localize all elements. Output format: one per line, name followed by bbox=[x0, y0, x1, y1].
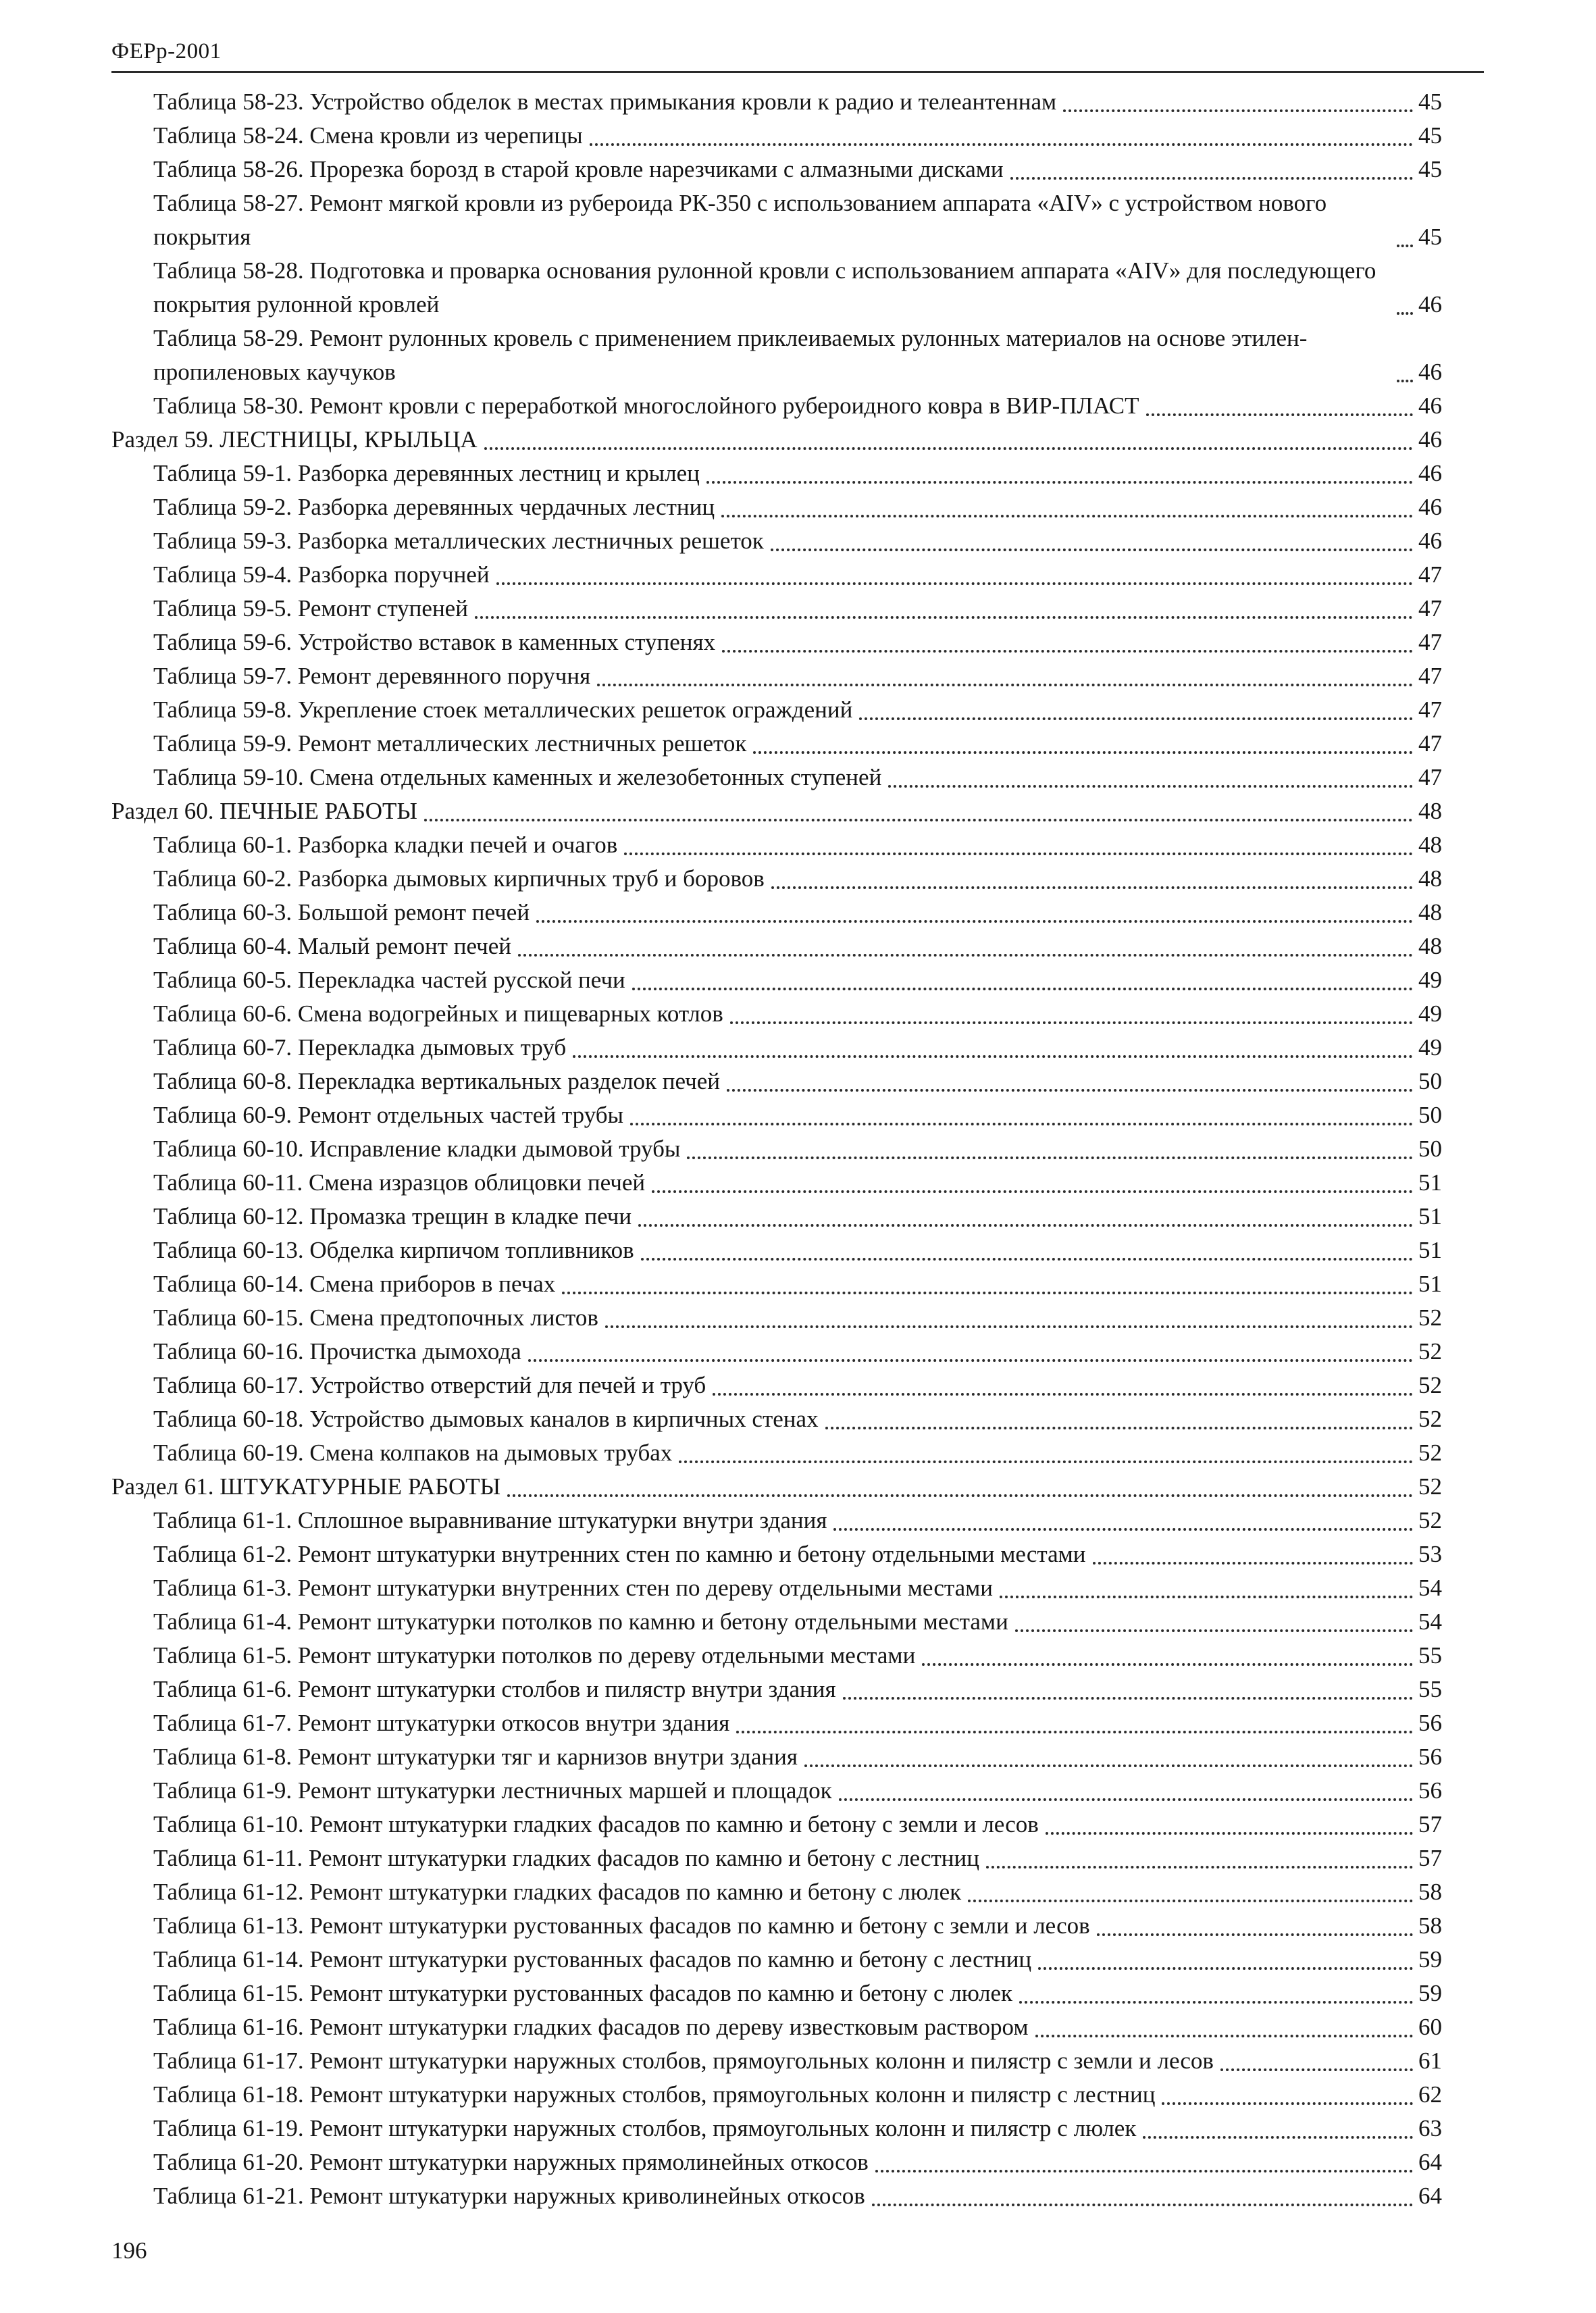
toc-entry-page: 49 bbox=[1418, 967, 1442, 993]
dot-leader bbox=[804, 1764, 1413, 1767]
toc-entry-text: Раздел 59. ЛЕСТНИЦЫ, КРЫЛЬЦА bbox=[111, 426, 478, 453]
toc-entry-page: 53 bbox=[1418, 1541, 1442, 1567]
toc-entry-text: Таблица 61-3. Ремонт штукатурки внутренних стен по дереву отдельными местами bbox=[153, 1575, 993, 1601]
toc-entry-text: Таблица 60-1. Разборка кладки печей и очагов bbox=[153, 832, 618, 858]
toc-entry bbox=[111, 119, 1442, 153]
toc-entry-text: Таблица 58-26. Прорезка борозд в старой кровле нарезчиками с алмазными дисками bbox=[153, 156, 1004, 182]
toc-entry-text: Таблица 61-21. Ремонт штукатурки наружных криволинейных откосов bbox=[153, 2183, 865, 2209]
toc-entry-text: Таблица 60-2. Разборка дымовых кирпичных труб и боровов bbox=[153, 865, 765, 892]
dot-leader bbox=[1093, 1562, 1413, 1565]
toc-entry bbox=[111, 1673, 1442, 1706]
toc-entry-page: 52 bbox=[1418, 1338, 1442, 1365]
dot-leader bbox=[496, 582, 1413, 585]
toc-entry-page: 48 bbox=[1418, 865, 1442, 892]
dot-leader bbox=[1063, 109, 1413, 112]
toc-entry-text: Таблица 59-8. Укрепление стоек металлических решеток ограждений bbox=[153, 696, 853, 723]
dot-leader bbox=[562, 1292, 1413, 1294]
toc-entry-text: Таблица 59-2. Разборка деревянных чердачных лестниц bbox=[153, 494, 715, 520]
toc-entry bbox=[111, 930, 1442, 963]
dot-leader bbox=[590, 143, 1413, 146]
toc-entry-text: Таблица 59-10. Смена отдельных каменных и железобетонных ступеней bbox=[153, 764, 882, 790]
toc-entry-page: 50 bbox=[1418, 1102, 1442, 1128]
dot-leader bbox=[922, 1663, 1413, 1666]
dot-leader bbox=[536, 920, 1413, 923]
toc-entry bbox=[111, 1977, 1442, 2010]
toc-entry-text: Таблица 60-9. Ремонт отдельных частей трубы bbox=[153, 1102, 624, 1128]
toc-entry-page: 52 bbox=[1418, 1304, 1442, 1331]
toc-entry bbox=[111, 389, 1442, 423]
toc-entry-text: Таблица 59-1. Разборка деревянных лестниц и крылец bbox=[153, 460, 700, 486]
dot-leader bbox=[687, 1156, 1413, 1159]
toc-entry bbox=[111, 1808, 1442, 1841]
toc-entry-text: Таблица 59-6. Устройство вставок в каменных ступенях bbox=[153, 629, 716, 655]
toc-entry bbox=[111, 626, 1442, 659]
toc-entry bbox=[111, 1943, 1442, 1977]
toc-entry bbox=[111, 85, 1442, 119]
toc-entry-text: Таблица 60-7. Перекладка дымовых труб bbox=[153, 1034, 567, 1061]
toc-entry-text: Таблица 61-15. Ремонт штукатурки рустованных фасадов по камню и бетону с люлек bbox=[153, 1980, 1013, 2006]
toc-entry-text: Таблица 60-14. Смена приборов в печах bbox=[153, 1271, 556, 1297]
toc-entry-text: Таблица 61-11. Ремонт штукатурки гладких фасадов по камню и бетону с лестниц bbox=[153, 1845, 980, 1871]
toc-entry-page: 50 bbox=[1418, 1136, 1442, 1162]
header-title: ФЕРр-2001 bbox=[111, 39, 1484, 73]
dot-leader bbox=[518, 954, 1413, 957]
toc-entry bbox=[111, 1065, 1442, 1098]
toc-entry-text: Таблица 60-3. Большой ремонт печей bbox=[153, 899, 530, 925]
toc-entry-text: Таблица 60-6. Смена водогрейных и пищеварных котлов bbox=[153, 1000, 723, 1027]
toc-entry-page: 48 bbox=[1418, 933, 1442, 959]
toc-entry bbox=[111, 828, 1442, 862]
toc-entry-page: 51 bbox=[1418, 1203, 1442, 1229]
dot-leader bbox=[771, 549, 1413, 551]
toc-entry-text: Таблица 58-29. Ремонт рулонных кровель с применением приклеиваемых рулонных материалов на основе этилен-пропиленовых каучуков bbox=[153, 325, 1308, 385]
dot-leader bbox=[679, 1460, 1413, 1463]
toc-entry-page: 54 bbox=[1418, 1608, 1442, 1635]
toc-entry-text: Таблица 61-20. Ремонт штукатурки наружных прямолинейных откосов bbox=[153, 2149, 869, 2175]
toc-entry-page: 46 bbox=[1418, 460, 1442, 486]
dot-leader bbox=[1146, 413, 1413, 416]
dot-leader bbox=[1397, 245, 1413, 247]
dot-leader bbox=[632, 988, 1413, 990]
dot-leader bbox=[475, 616, 1413, 619]
toc-entry bbox=[111, 997, 1442, 1031]
toc-entry bbox=[111, 490, 1442, 524]
toc-entry-text: Таблица 61-12. Ремонт штукатурки гладких фасадов по камню и бетону с люлек bbox=[153, 1879, 962, 1905]
toc-entry-page: 64 bbox=[1418, 2149, 1442, 2175]
toc-entry bbox=[111, 761, 1442, 794]
toc-entry-page: 47 bbox=[1418, 561, 1442, 588]
toc-entry-page: 45 bbox=[1418, 88, 1442, 115]
toc-entry bbox=[111, 322, 1442, 389]
toc-entry-text: Таблица 61-4. Ремонт штукатурки потолков по камню и бетону отдельными местами bbox=[153, 1608, 1008, 1635]
dot-leader bbox=[1046, 1832, 1413, 1835]
dot-leader bbox=[706, 481, 1413, 484]
toc-entry bbox=[111, 1639, 1442, 1673]
dot-leader bbox=[630, 1123, 1413, 1125]
toc-entry-page: 55 bbox=[1418, 1642, 1442, 1669]
toc-entry-page: 56 bbox=[1418, 1710, 1442, 1736]
toc-entry bbox=[111, 1740, 1442, 1774]
toc-entry-page: 64 bbox=[1418, 2183, 1442, 2209]
toc-entry-page: 52 bbox=[1418, 1440, 1442, 1466]
dot-leader bbox=[833, 1528, 1413, 1531]
toc-entry-page: 56 bbox=[1418, 1744, 1442, 1770]
toc-entry-page: 62 bbox=[1418, 2081, 1442, 2108]
toc-entry-text: Таблица 58-28. Подготовка и проварка основания рулонной кровли с использованием аппарата «AIV» для последующего покрытия рулонной кровлей bbox=[153, 257, 1376, 317]
toc-entry-text: Таблица 60-4. Малый ремонт печей bbox=[153, 933, 511, 959]
toc-list bbox=[111, 85, 1442, 2213]
toc-entry-page: 52 bbox=[1418, 1473, 1442, 1500]
toc-entry bbox=[111, 2145, 1442, 2179]
dot-leader bbox=[722, 650, 1413, 653]
toc-entry-text: Таблица 60-13. Обделка кирпичом топливников bbox=[153, 1237, 634, 1263]
toc-entry-text: Таблица 61-17. Ремонт штукатурки наружных столбов, прямоугольных колонн и пилястр с земли и лесов bbox=[153, 2048, 1214, 2074]
toc-entry-text: Таблица 60-19. Смена колпаков на дымовых трубах bbox=[153, 1440, 673, 1466]
toc-entry bbox=[111, 2044, 1442, 2078]
toc-entry bbox=[111, 558, 1442, 592]
dot-leader bbox=[641, 1258, 1413, 1261]
toc-entry bbox=[111, 1098, 1442, 1132]
dot-leader bbox=[597, 684, 1413, 686]
dot-leader bbox=[888, 785, 1413, 788]
toc-entry-text: Таблица 61-2. Ремонт штукатурки внутренних стен по камню и бетону отдельными местами bbox=[153, 1541, 1086, 1567]
toc-entry bbox=[111, 1267, 1442, 1301]
toc-entry bbox=[111, 1301, 1442, 1335]
toc-entry bbox=[111, 727, 1442, 761]
dot-leader bbox=[843, 1697, 1413, 1700]
dot-leader bbox=[753, 751, 1413, 754]
toc-entry-page: 49 bbox=[1418, 1000, 1442, 1027]
toc-entry-page: 47 bbox=[1418, 696, 1442, 723]
dot-leader bbox=[484, 447, 1413, 450]
toc-entry bbox=[111, 1504, 1442, 1537]
dot-leader bbox=[1143, 2136, 1413, 2139]
toc-entry-page: 59 bbox=[1418, 1946, 1442, 1973]
dot-leader bbox=[771, 886, 1413, 889]
toc-entry-page: 46 bbox=[1418, 426, 1442, 453]
dot-leader bbox=[1397, 312, 1413, 315]
toc-entry-text: Таблица 59-5. Ремонт ступеней bbox=[153, 595, 468, 621]
toc-entry bbox=[111, 1841, 1442, 1875]
toc-entry-text: Таблица 61-9. Ремонт штукатурки лестничных маршей и площадок bbox=[153, 1777, 832, 1804]
toc-entry bbox=[111, 524, 1442, 558]
toc-entry-text: Таблица 59-3. Разборка металлических лестничных решеток bbox=[153, 528, 764, 554]
dot-leader bbox=[986, 1866, 1413, 1869]
toc-entry-page: 60 bbox=[1418, 2014, 1442, 2040]
toc-entry bbox=[111, 1537, 1442, 1571]
toc-entry-page: 63 bbox=[1418, 2115, 1442, 2141]
toc-entry bbox=[111, 1132, 1442, 1166]
toc-entry-text: Таблица 58-30. Ремонт кровли с переработкой многослойного рубероидного ковра в ВИР-ПЛАСТ bbox=[153, 392, 1139, 419]
dot-leader bbox=[652, 1190, 1413, 1193]
dot-leader bbox=[1397, 380, 1413, 382]
toc-entry-text: Таблица 60-15. Смена предтопочных листов bbox=[153, 1304, 598, 1331]
toc-entry-page: 48 bbox=[1418, 832, 1442, 858]
toc-entry bbox=[111, 862, 1442, 896]
toc-entry-page: 52 bbox=[1418, 1507, 1442, 1533]
dot-leader bbox=[424, 819, 1413, 821]
toc-entry bbox=[111, 2179, 1442, 2213]
dot-leader bbox=[1000, 1596, 1413, 1598]
toc-entry-page: 47 bbox=[1418, 595, 1442, 621]
toc-entry bbox=[111, 1166, 1442, 1200]
toc-entry bbox=[111, 1369, 1442, 1402]
toc-entry bbox=[111, 1774, 1442, 1808]
toc-entry-page: 47 bbox=[1418, 764, 1442, 790]
dot-leader bbox=[1019, 2001, 1413, 2004]
dot-leader bbox=[872, 2204, 1413, 2206]
dot-leader bbox=[721, 515, 1413, 517]
toc-entry-text: Таблица 59-7. Ремонт деревянного поручня bbox=[153, 663, 591, 689]
toc-entry-page: 58 bbox=[1418, 1879, 1442, 1905]
toc-entry-page: 46 bbox=[1418, 392, 1442, 419]
toc-entry bbox=[111, 2078, 1442, 2112]
toc-entry-page: 49 bbox=[1418, 1034, 1442, 1061]
dot-leader bbox=[713, 1393, 1413, 1396]
toc-entry-page: 48 bbox=[1418, 899, 1442, 925]
dot-leader bbox=[1220, 2068, 1413, 2071]
toc-entry-page: 45 bbox=[1418, 156, 1442, 182]
dot-leader bbox=[605, 1325, 1413, 1328]
dot-leader bbox=[727, 1089, 1413, 1092]
dot-leader bbox=[875, 2170, 1413, 2172]
toc-entry-page: 46 bbox=[1418, 528, 1442, 554]
toc-entry-page: 55 bbox=[1418, 1676, 1442, 1702]
toc-entry bbox=[111, 423, 1442, 457]
toc-entry-text: Раздел 60. ПЕЧНЫЕ РАБОТЫ bbox=[111, 798, 417, 824]
toc-entry-text: Таблица 58-23. Устройство обделок в местах примыкания кровли к радио и телеантеннам bbox=[153, 88, 1057, 115]
toc-entry bbox=[111, 1909, 1442, 1943]
toc-entry-page: 58 bbox=[1418, 1912, 1442, 1939]
toc-entry bbox=[111, 693, 1442, 727]
dot-leader bbox=[1097, 1933, 1413, 1936]
toc-entry-page: 54 bbox=[1418, 1575, 1442, 1601]
toc-entry-text: Таблица 60-17. Устройство отверстий для печей и труб bbox=[153, 1372, 706, 1398]
toc-entry-text: Таблица 61-13. Ремонт штукатурки рустованных фасадов по камню и бетону с земли и лесов bbox=[153, 1912, 1090, 1939]
toc-entry bbox=[111, 794, 1442, 828]
toc-entry bbox=[111, 1605, 1442, 1639]
toc-entry bbox=[111, 1706, 1442, 1740]
toc-entry bbox=[111, 592, 1442, 626]
toc-entry-page: 51 bbox=[1418, 1271, 1442, 1297]
dot-leader bbox=[528, 1359, 1413, 1362]
toc-entry bbox=[111, 1200, 1442, 1234]
toc-entry bbox=[111, 254, 1442, 322]
toc-entry-text: Таблица 61-18. Ремонт штукатурки наружных столбов, прямоугольных колонн и пилястр с лестниц bbox=[153, 2081, 1156, 2108]
toc-entry bbox=[111, 1470, 1442, 1504]
toc-entry-page: 46 bbox=[1418, 494, 1442, 520]
toc-entry-text: Таблица 61-16. Ремонт штукатурки гладких фасадов по дереву известковым раствором bbox=[153, 2014, 1029, 2040]
footer-page-number: 196 bbox=[111, 2237, 147, 2264]
toc-entry-text: Таблица 60-8. Перекладка вертикальных разделок печей bbox=[153, 1068, 720, 1094]
toc-entry-text: Таблица 61-8. Ремонт штукатурки тяг и карнизов внутри здания bbox=[153, 1744, 798, 1770]
toc-entry-page: 50 bbox=[1418, 1068, 1442, 1094]
toc-entry-text: Таблица 61-5. Ремонт штукатурки потолков по дереву отдельными местами bbox=[153, 1642, 916, 1669]
toc-entry-page: 57 bbox=[1418, 1811, 1442, 1837]
toc-entry-page: 51 bbox=[1418, 1169, 1442, 1196]
toc-entry-text: Таблица 60-11. Смена изразцов облицовки печей bbox=[153, 1169, 646, 1196]
toc-entry-page: 61 bbox=[1418, 2048, 1442, 2074]
toc-entry bbox=[111, 1875, 1442, 1909]
dot-leader bbox=[1015, 1629, 1413, 1632]
toc-entry-text: Таблица 60-5. Перекладка частей русской печи bbox=[153, 967, 625, 993]
dot-leader bbox=[839, 1798, 1413, 1801]
toc-entry-page: 48 bbox=[1418, 798, 1442, 824]
toc-entry bbox=[111, 896, 1442, 930]
toc-entry bbox=[111, 186, 1442, 254]
toc-entry bbox=[111, 2010, 1442, 2044]
toc-entry-text: Таблица 61-6. Ремонт штукатурки столбов и пилястр внутри здания bbox=[153, 1676, 836, 1702]
toc-entry-text: Таблица 61-10. Ремонт штукатурки гладких фасадов по камню и бетону с земли и лесов bbox=[153, 1811, 1039, 1837]
toc-entry-page: 46 bbox=[1418, 359, 1442, 385]
toc-entry-text: Таблица 60-10. Исправление кладки дымовой трубы bbox=[153, 1136, 681, 1162]
dot-leader bbox=[859, 717, 1413, 720]
toc-entry-text: Таблица 61-19. Ремонт штукатурки наружных столбов, прямоугольных колонн и пилястр с люлек bbox=[153, 2115, 1137, 2141]
toc-entry-text: Таблица 58-24. Смена кровли из черепицы bbox=[153, 122, 583, 149]
toc-entry-page: 51 bbox=[1418, 1237, 1442, 1263]
toc-entry-text: Таблица 58-27. Ремонт мягкой кровли из рубероида РК-350 с использованием аппарата «AIV» с устройством нового покрытия bbox=[153, 190, 1327, 250]
dot-leader bbox=[1162, 2102, 1413, 2105]
dot-leader bbox=[638, 1224, 1413, 1227]
toc-entry-page: 52 bbox=[1418, 1406, 1442, 1432]
toc-entry bbox=[111, 659, 1442, 693]
toc-entry-page: 57 bbox=[1418, 1845, 1442, 1871]
toc-entry-page: 45 bbox=[1418, 122, 1442, 149]
toc-entry-text: Таблица 60-18. Устройство дымовых каналов в кирпичных стенах bbox=[153, 1406, 819, 1432]
toc-entry bbox=[111, 963, 1442, 997]
toc-entry bbox=[111, 1234, 1442, 1267]
toc-entry-text: Таблица 61-1. Сплошное выравнивание штукатурки внутри здания bbox=[153, 1507, 827, 1533]
dot-leader bbox=[730, 1021, 1413, 1024]
toc-entry-page: 47 bbox=[1418, 730, 1442, 757]
toc-entry bbox=[111, 2112, 1442, 2145]
toc-entry-text: Таблица 61-14. Ремонт штукатурки рустованных фасадов по камню и бетону с лестниц bbox=[153, 1946, 1032, 1973]
toc-entry bbox=[111, 1571, 1442, 1605]
toc-entry-page: 47 bbox=[1418, 629, 1442, 655]
toc-entry-text: Таблица 59-4. Разборка поручней bbox=[153, 561, 490, 588]
dot-leader bbox=[1035, 2035, 1413, 2037]
toc-entry-page: 56 bbox=[1418, 1777, 1442, 1804]
toc-entry bbox=[111, 1436, 1442, 1470]
dot-leader bbox=[573, 1055, 1413, 1058]
dot-leader bbox=[1010, 177, 1413, 180]
toc-entry-page: 52 bbox=[1418, 1372, 1442, 1398]
dot-leader bbox=[968, 1900, 1413, 1902]
toc-entry-text: Таблица 60-16. Прочистка дымохода bbox=[153, 1338, 521, 1365]
toc-entry-page: 46 bbox=[1418, 291, 1442, 317]
dot-leader bbox=[1038, 1967, 1413, 1970]
toc-entry-page: 59 bbox=[1418, 1980, 1442, 2006]
toc-entry bbox=[111, 457, 1442, 490]
toc-entry-text: Раздел 61. ШТУКАТУРНЫЕ РАБОТЫ bbox=[111, 1473, 501, 1500]
dot-leader bbox=[507, 1494, 1413, 1497]
toc-entry-text: Таблица 61-7. Ремонт штукатурки откосов внутри здания bbox=[153, 1710, 730, 1736]
toc-entry-text: Таблица 60-12. Промазка трещин в кладке печи bbox=[153, 1203, 632, 1229]
toc-entry bbox=[111, 1031, 1442, 1065]
toc-entry-page: 45 bbox=[1418, 224, 1442, 250]
toc-entry bbox=[111, 1402, 1442, 1436]
dot-leader bbox=[736, 1731, 1413, 1733]
toc-entry bbox=[111, 1335, 1442, 1369]
toc-entry-text: Таблица 59-9. Ремонт металлических лестничных решеток bbox=[153, 730, 747, 757]
dot-leader bbox=[825, 1427, 1413, 1429]
toc-entry-page: 47 bbox=[1418, 663, 1442, 689]
toc-entry bbox=[111, 153, 1442, 186]
dot-leader bbox=[624, 853, 1413, 855]
